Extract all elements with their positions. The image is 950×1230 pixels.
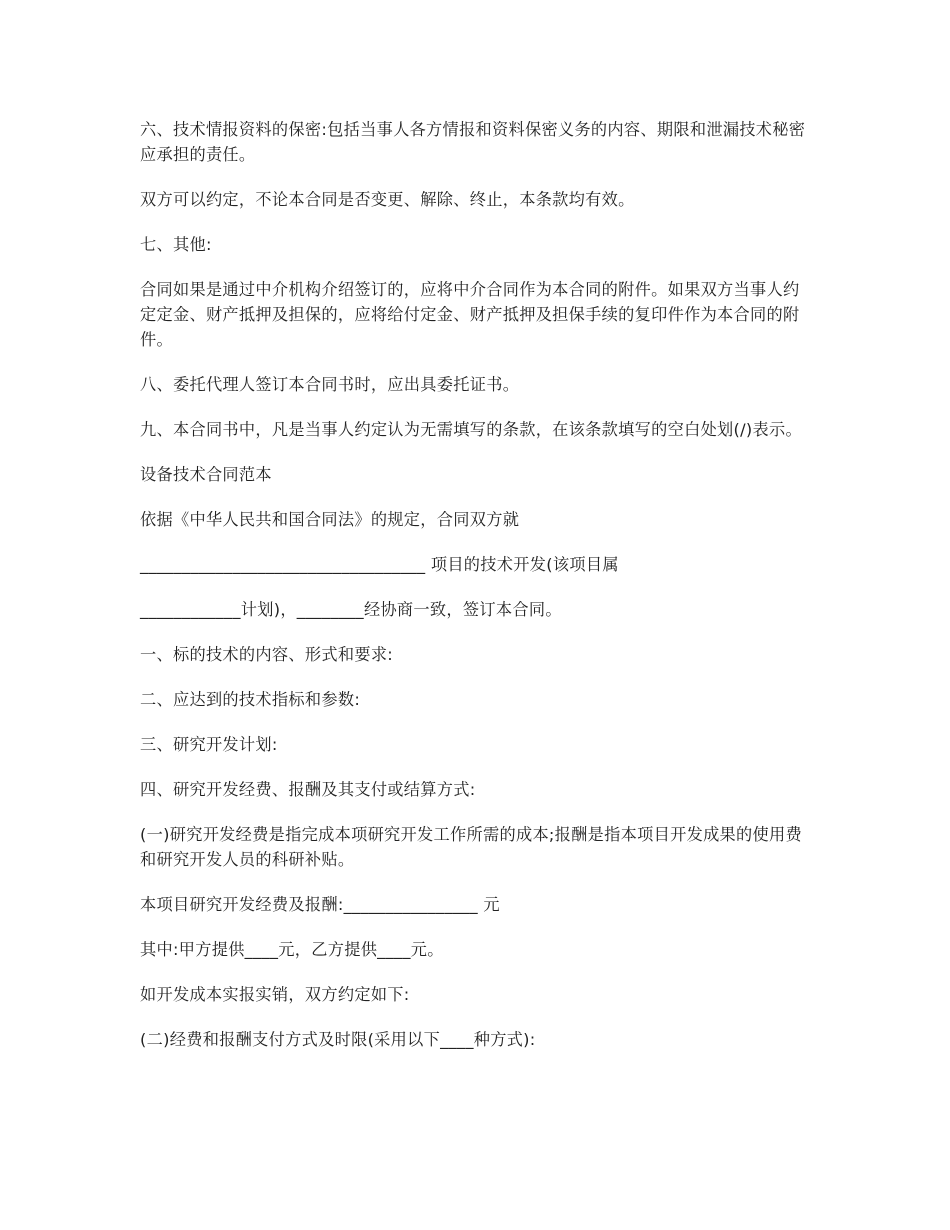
- section-4-actual-cost: 如开发成本实报实销，双方约定如下:: [140, 985, 410, 1004]
- clause-9-blank-fields: 九、本合同书中，凡是当事人约定认为无需填写的条款，在该条款填写的空白处划(/)表示。: [140, 420, 802, 439]
- clause-7-attachments: 合同如果是通过中介机构介绍签订的，应将中介合同作为本合同的附件。如果双方当事人约定定金、财产抵押及担保的，应将给付定金、财产抵押及担保手续的复印件作为本合同的附件。: [140, 280, 800, 349]
- section-2-heading: 二、应达到的技术指标和参数:: [140, 690, 361, 709]
- template-title: 设备技术合同范本: [140, 465, 272, 484]
- section-1-heading: 一、标的技术的内容、形式和要求:: [140, 645, 394, 664]
- section-4-1-definition: (一)研究开发经费是指完成本项研究开发工作所需的成本;报酬是指本项目开发成果的使用费和研究开发人员的科研补贴。: [140, 825, 802, 869]
- preamble-line-1: 依据《中华人民共和国合同法》的规定，合同双方就: [140, 510, 520, 529]
- preamble-line-2: __________________________________ 项目的技术开发(该项目属: [140, 555, 619, 574]
- section-3-heading: 三、研究开发计划:: [140, 735, 278, 754]
- document-body: [140, 117, 810, 1072]
- clause-6-confidentiality: 六、技术情报资料的保密:包括当事人各方情报和资料保密义务的内容、期限和泄漏技术秘密应承担的责任。: [140, 120, 806, 164]
- clause-7-heading: 七、其他:: [140, 235, 212, 254]
- section-4-total-funding: 本项目研究开发经费及报酬:________________ 元: [140, 895, 500, 914]
- section-4-2-payment-method: (二)经费和报酬支付方式及时限(采用以下____种方式):: [140, 1030, 536, 1049]
- section-4-heading: 四、研究开发经费、报酬及其支付或结算方式:: [140, 780, 476, 799]
- clause-6-validity-note: 双方可以约定，不论本合同是否变更、解除、终止，本条款均有效。: [140, 190, 635, 209]
- clause-8-agent: 八、委托代理人签订本合同书时，应出具委托证书。: [140, 375, 520, 394]
- preamble-line-3: ____________计划)，________经协商一致，签订本合同。: [140, 600, 562, 619]
- section-4-party-shares: 其中:甲方提供____元，乙方提供____元。: [140, 940, 444, 959]
